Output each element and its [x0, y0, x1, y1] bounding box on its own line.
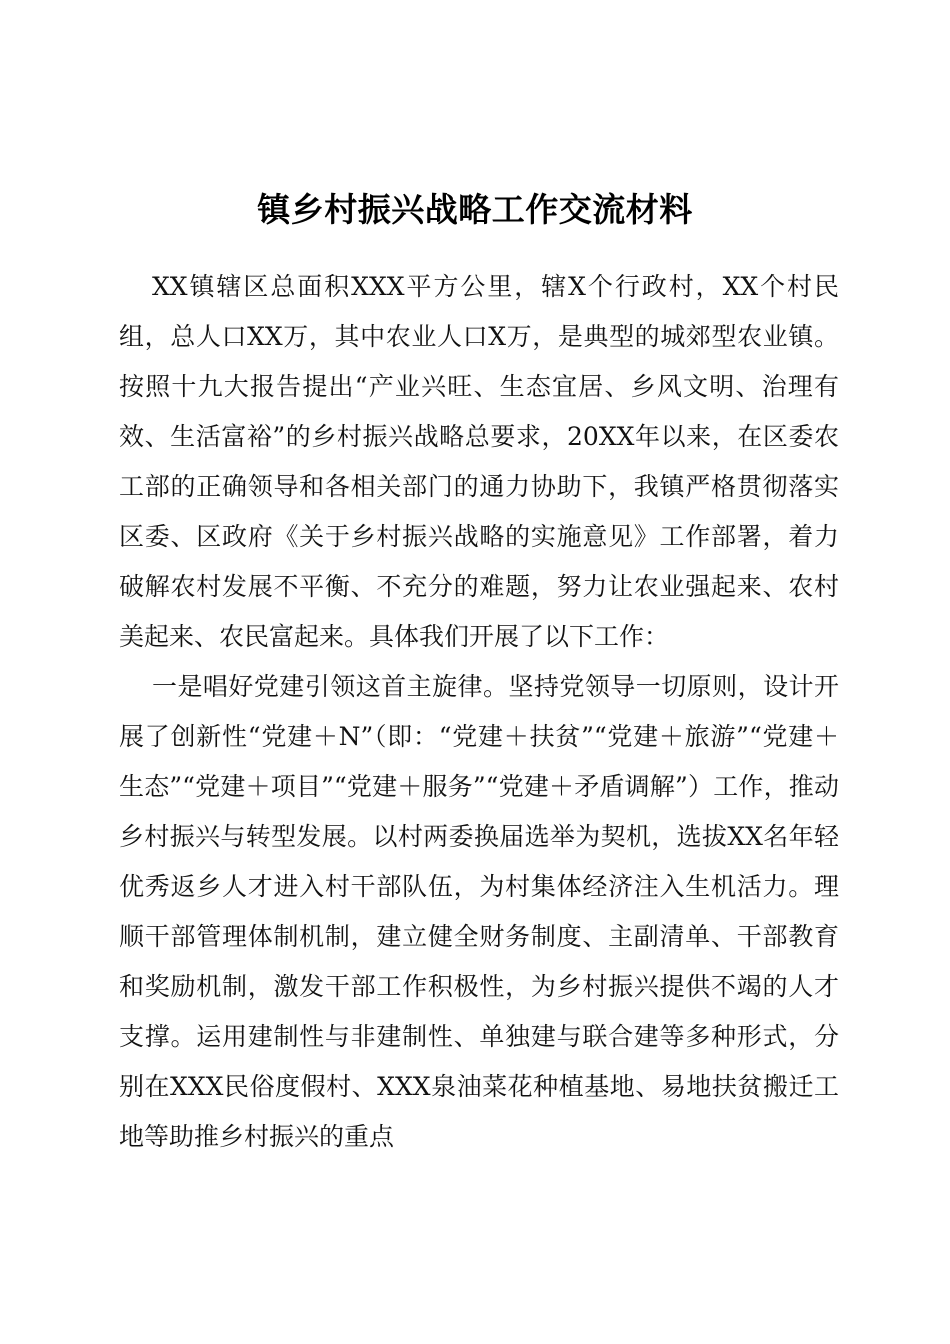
document-title: 镇乡村振兴战略工作交流材料	[257, 190, 693, 229]
document-body	[119, 262, 839, 1162]
paragraph-party-building: 一是唱好党建引领这首主旋律。坚持党领导一切原则，设计开展了创新性“党建＋N”（即：“党建＋扶贫”“党建＋旅游”“党建＋生态”“党建＋项目”“党建＋服务”“党建＋矛盾调解”）工作，推动乡村振兴与转型发展。以村两委换届选举为契机，选拔XX名年轻优秀返乡人才进入村干部队伍，为村集体经济注入生机活力。理顺干部管理体制机制，建立健全财务制度、主副清单、干部教育和奖励机制，激发干部工作积极性，为乡村振兴提供不竭的人才支撑。运用建制性与非建制性、单独建与联合建等多种形式，分别在XXX民俗度假村、XXX泉油菜花种植基地、易地扶贫搬迁工地等助推乡村振兴的重点	[119, 672, 839, 1151]
paragraph-intro: XX镇辖区总面积XXX平方公里，辖X个行政村，XX个村民组，总人口XX万，其中农业人口X万，是典型的城郊型农业镇。按照十九大报告提出“产业兴旺、生态宜居、乡风文明、治理有效、生活富裕”的乡村振兴战略总要求，20XX年以来，在区委农工部的正确领导和各相关部门的通力协助下，我镇严格贯彻落实区委、区政府《关于乡村振兴战略的实施意见》工作部署，着力破解农村发展不平衡、不充分的难题，努力让农业强起来、农村美起来、农民富起来。具体我们开展了以下工作：	[119, 272, 839, 651]
